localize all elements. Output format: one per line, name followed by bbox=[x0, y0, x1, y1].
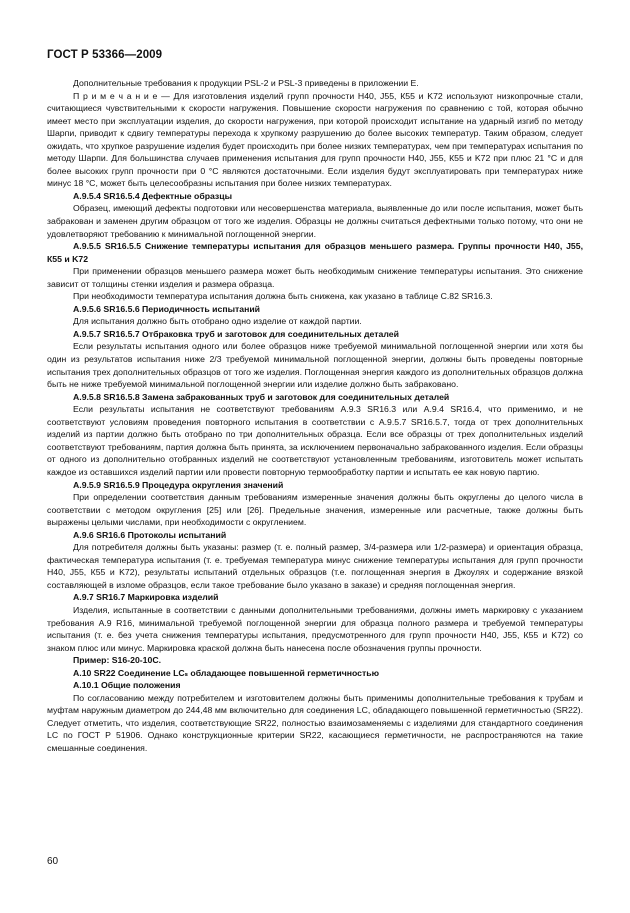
document-header: ГОСТ Р 53366—2009 bbox=[47, 49, 163, 61]
section-heading: А.10 SR22 Соединение LCₛ обладающее повышенной герметичностью bbox=[73, 667, 380, 678]
paragraph: Для потребителя должны быть указаны: размер (т. е. полный размер, 3/4-размера или 1/2-размера) и ориентация образца, фактическая температура испытания (т. е. требуемая температура минус снижение температуры испытания для групп прочности Н40, J55, К55 и K72), результаты испытаний отдельных образцов (т.е. поглощенная энергия в Джоулях и содержание вязкой составляющей в изломе образцов, если такое требование было указано в заказе) и средняя поглощенная энергия. bbox=[47, 542, 583, 590]
paragraph: Изделия, испытанные в соответствии с данными дополнительными требованиями, должны иметь маркировку с указанием требования А.9 R16, минимальной требуемой поглощенной энергии для образца полного размера и требуемой температуры испытания (т. е. без учета снижения температуры испытания, предусмотренного для групп прочности Н40, J55, К55 и K72) со знаком плюс или минус. Маркировка краской должна быть нанесена после обозначения группы прочности. bbox=[47, 604, 583, 653]
paragraph: При необходимости температура испытания должна быть снижена, как указано в таблице С.82 SR16.3. bbox=[73, 291, 493, 302]
section-heading: А.9.6 SR16.6 Протоколы испытаний bbox=[73, 529, 227, 540]
section-heading: А.9.5.7 SR16.5.7 Отбраковка труб и заготовок для соединительных деталей bbox=[73, 328, 399, 339]
paragraph: Если результаты испытания одного или более образцов ниже требуемой минимальной поглощенной энергии или хотя бы один из результатов испытания ниже 2/3 требуемой минимальной поглощенной энергии, должны быть проведены повторные испытания трех дополнительных образцов от того же изделия. Поглощенная энергия каждого из дополнительных образцов должна быть не ниже требуемой минимальной поглощенной энергии или изделие должно быть забраковано. bbox=[47, 341, 583, 390]
section-heading: А.10.1 Общие положения bbox=[73, 680, 181, 691]
paragraph: При определении соответствия данным требованиям измеренные значения должны быть округлены до целого числа в соответствии с методом округления [25] или [26]. Предельные значения, измеренные или расчетные, также должны быть выражены целыми числами, при необходимости с округлением. bbox=[47, 492, 583, 528]
page-number: 60 bbox=[47, 856, 59, 867]
paragraph: При применении образцов меньшего размера может быть необходимым снижение температуры испытания. Это снижение зависит от толщины стенки изделия и размера образца. bbox=[47, 266, 583, 289]
section-heading: А.9.5.9 SR16.5.9 Процедура округления значений bbox=[73, 479, 284, 490]
section-heading: А.9.5.8 SR16.5.8 Замена забракованных труб и заготовок для соединительных деталей bbox=[73, 391, 450, 402]
note-paragraph: П р и м е ч а н и е — Для изготовления изделий групп прочности Н40, J55, К55 и K72 используют низкопрочные стали, считающиеся чувствительными к скорости нагружения. Повышение скорости нагружения по сравнению с той, которая обычно имеет место при эксплуатации изделия, до скорости нагружения, при которой происходит испытание на ударный изгиб по методу Шарпи, приводит к сдвигу температуры перехода к хрупкому разрушению до более высоких температур. Таким образом, следует ожидать, что хрупкое разрушение изделия будет происходить при более низких температурах, чем при температурах испытания по методу Шарпи. Для большинства случаев применения испытания для групп прочности Н40, J55, К55 и K72 при плюс 21 °С и для более высоких групп прочности при 0 °С являются достаточными. Если изделия будут эксплуатировать при температурах ниже минус 18 °С, может быть целесообразны испытания при более низких температурах. bbox=[47, 90, 583, 189]
section-heading: А.9.5.6 SR16.5.6 Периодичность испытаний bbox=[73, 303, 261, 314]
section-heading: А.9.5.4 SR16.5.4 Дефектные образцы bbox=[73, 190, 233, 201]
paragraph: Если результаты испытания не соответствуют требованиям А.9.3 SR16.3 или А.9.4 SR16.4, что применимо, и не соответствуют условиям проведения повторного испытания в соответствии с А.9.5.7 SR16.5.7, тогда от трех дополнительных изделий из партии должно быть отобрано по три дополнительных образца. Если все образцы от трех дополнительных изделий соответствуют требованиям, партия должна быть принята, за исключением первоначально забракованного изделия. Если образцы от одного из дополнительно отобранных изделий не соответствуют установленным требованиям, изготовитель может испытать каждое из оставшихся изделий партии или провести повторную термообработку партии и испытать ее как новую партию. bbox=[47, 404, 583, 477]
paragraph: Для испытания должно быть отобрано одно изделие от каждой партии. bbox=[73, 316, 362, 327]
paragraph: По согласованию между потребителем и изготовителем должны быть применимы дополнительные требования к трубам и муфтам наружным диаметром до 244,48 мм включительно для соединения LC, обладающего повышенной герметичностью (SR22). Следует отметить, что изделия, соответствующие SR22, полностью взаимозаменяемы с изделиями для стандартного соединения LC по ГОСТ Р 51906. Однако конструкционные критерии SR22, касающиеся герметичности, не распространяются на такие смешанные соединения. bbox=[47, 692, 583, 753]
document-body bbox=[47, 77, 583, 755]
section-heading: А.9.7 SR16.7 Маркировка изделий bbox=[73, 592, 219, 603]
paragraph: Образец, имеющий дефекты подготовки или несовершенства материала, выявленные до или после испытания, может быть забракован и заменен другим образцом от того же изделия. Образцы не должны считаться дефектными только потому, что они не удовлетворяют требованию к минимальной поглощенной энергии. bbox=[47, 203, 583, 239]
paragraph: Дополнительные требования к продукции PSL-2 и PSL-3 приведены в приложении Е. bbox=[73, 78, 419, 88]
example-line: Пример: S16-20-10С. bbox=[73, 655, 162, 666]
section-heading: А.9.5.5 SR16.5.5 Снижение температуры испытания для образцов меньшего размера. Группы прочности Н40, J55, К55 и K72 bbox=[47, 241, 583, 264]
